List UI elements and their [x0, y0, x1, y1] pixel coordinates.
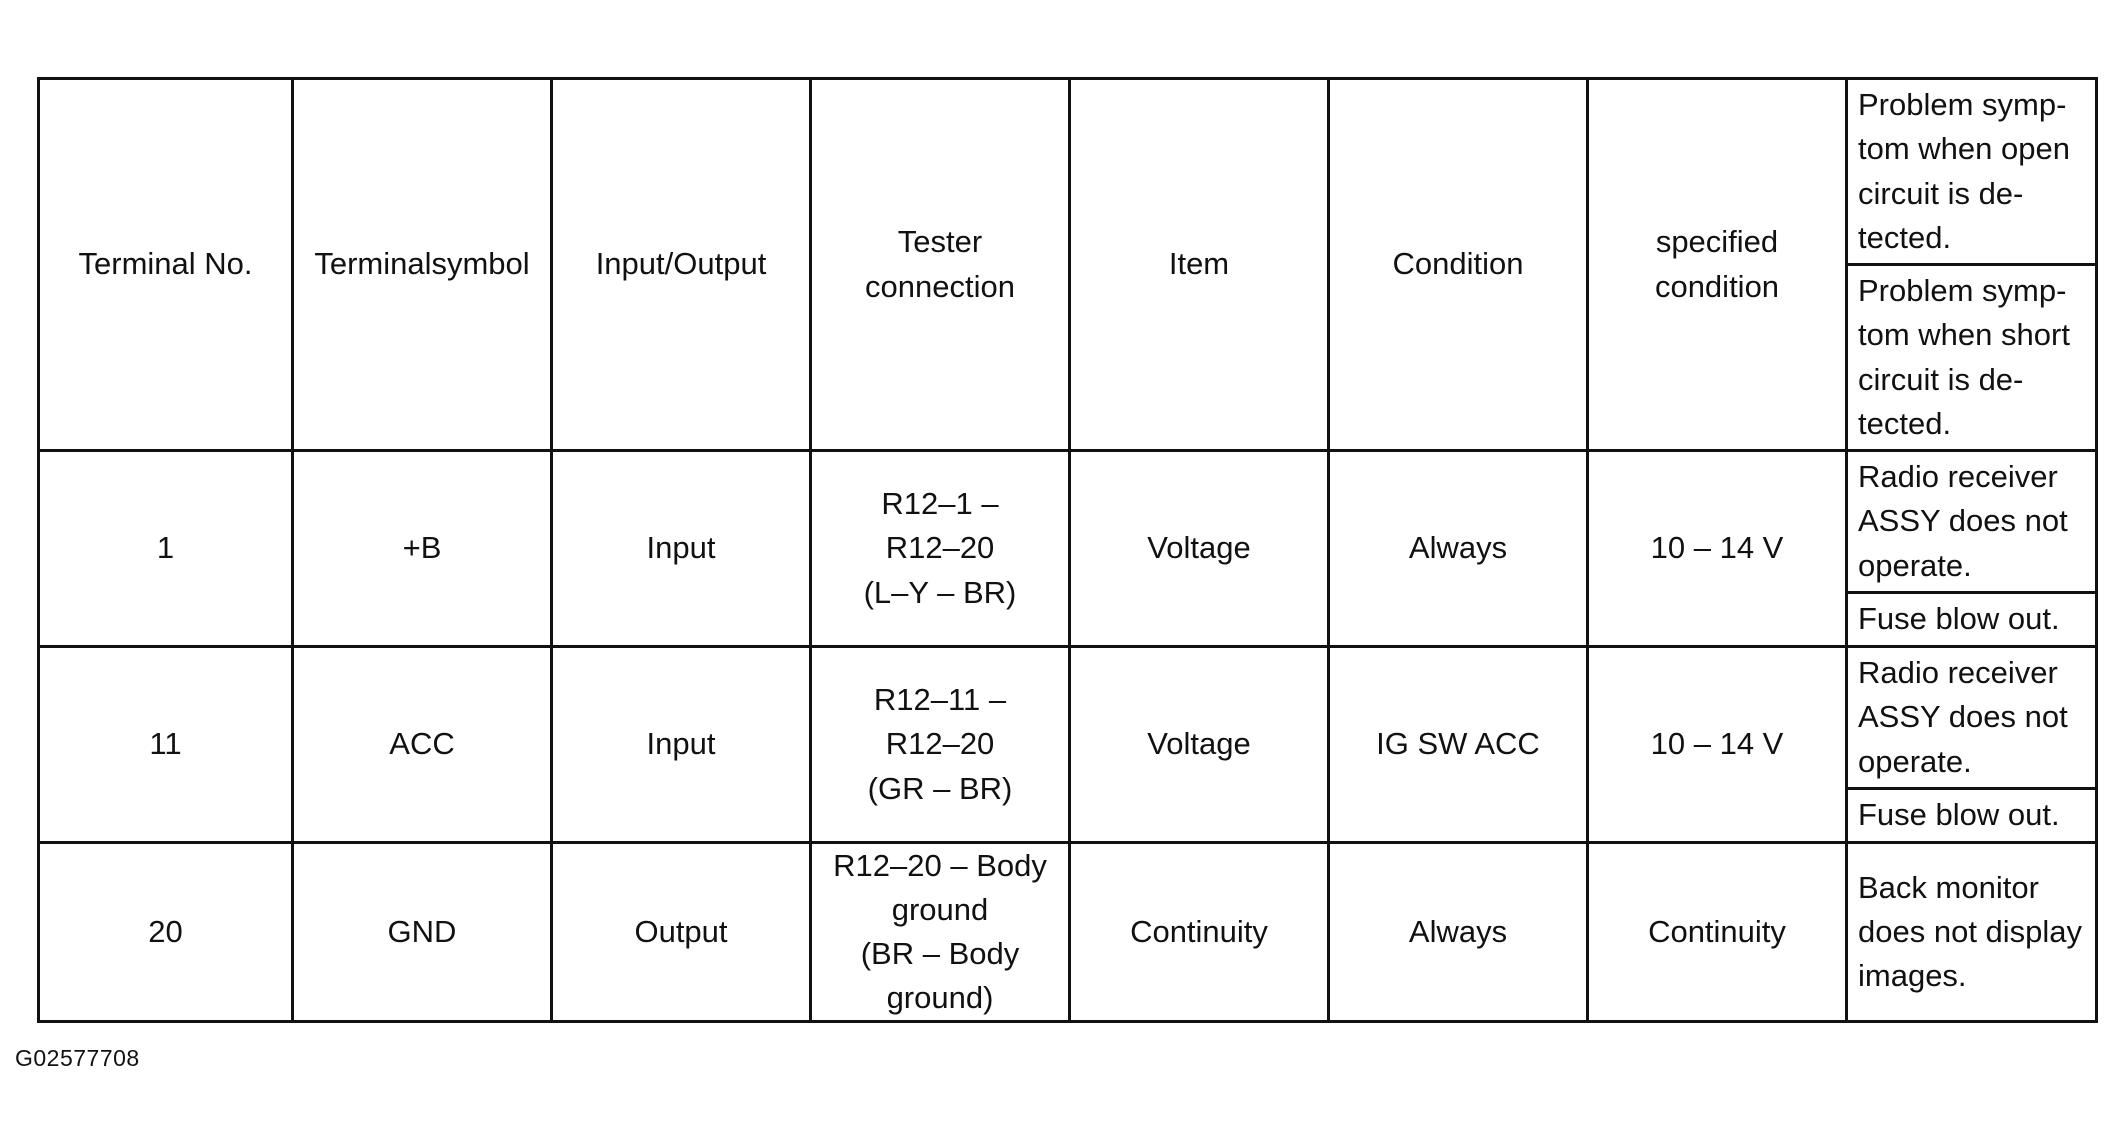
cell-specified-condition: 10 – 14 V [1588, 647, 1847, 843]
header-condition: Condition [1329, 79, 1588, 451]
cell-specified-condition: Continuity [1588, 843, 1847, 1022]
table-row [39, 647, 2097, 789]
cell-symptom-open: Radio receiver ASSY does not operate. [1847, 647, 2097, 789]
cell-symptom-short: Fuse blow out. [1847, 789, 2097, 843]
header-terminal-no: Terminal No. [39, 79, 293, 451]
table-row [39, 451, 2097, 593]
cell-item: Voltage [1070, 647, 1329, 843]
terminal-spec-table [37, 77, 2098, 1023]
cell-symptom-open: Radio receiver ASSY does not operate. [1847, 451, 2097, 593]
cell-terminal-no: 20 [39, 843, 293, 1022]
cell-condition: Always [1329, 843, 1588, 1022]
header-symptom-short: Problem symp- tom when short circuit is de- tected. [1847, 265, 2097, 451]
cell-tester-connection: R12–1 – R12–20 (L–Y – BR) [811, 451, 1070, 647]
cell-terminal-symbol: GND [293, 843, 552, 1022]
header-symptom-open: Problem symp- tom when open circuit is de- tected. [1847, 79, 2097, 265]
cell-terminal-symbol: ACC [293, 647, 552, 843]
cell-item: Continuity [1070, 843, 1329, 1022]
cell-input-output: Input [552, 647, 811, 843]
cell-input-output: Output [552, 843, 811, 1022]
cell-terminal-no: 1 [39, 451, 293, 647]
cell-symptom-short: Fuse blow out. [1847, 593, 2097, 647]
cell-condition: Always [1329, 451, 1588, 647]
header-input-output: Input/Output [552, 79, 811, 451]
cell-item: Voltage [1070, 451, 1329, 647]
cell-terminal-no: 11 [39, 647, 293, 843]
header-item: Item [1070, 79, 1329, 451]
table-row [39, 843, 2097, 1022]
cell-tester-connection: R12–11 – R12–20 (GR – BR) [811, 647, 1070, 843]
cell-tester-connection: R12–20 – Body ground (BR – Body ground) [811, 843, 1070, 1022]
cell-terminal-symbol: +B [293, 451, 552, 647]
header-tester-connection: Tester connection [811, 79, 1070, 451]
header-row [39, 79, 2097, 265]
cell-symptom: Back monitor does not display images. [1847, 843, 2097, 1022]
header-specified-condition: specified condition [1588, 79, 1847, 451]
cell-specified-condition: 10 – 14 V [1588, 451, 1847, 647]
cell-condition: IG SW ACC [1329, 647, 1588, 843]
header-terminal-symbol: Terminalsymbol [293, 79, 552, 451]
cell-input-output: Input [552, 451, 811, 647]
figure-id: G02577708 [15, 1045, 140, 1071]
